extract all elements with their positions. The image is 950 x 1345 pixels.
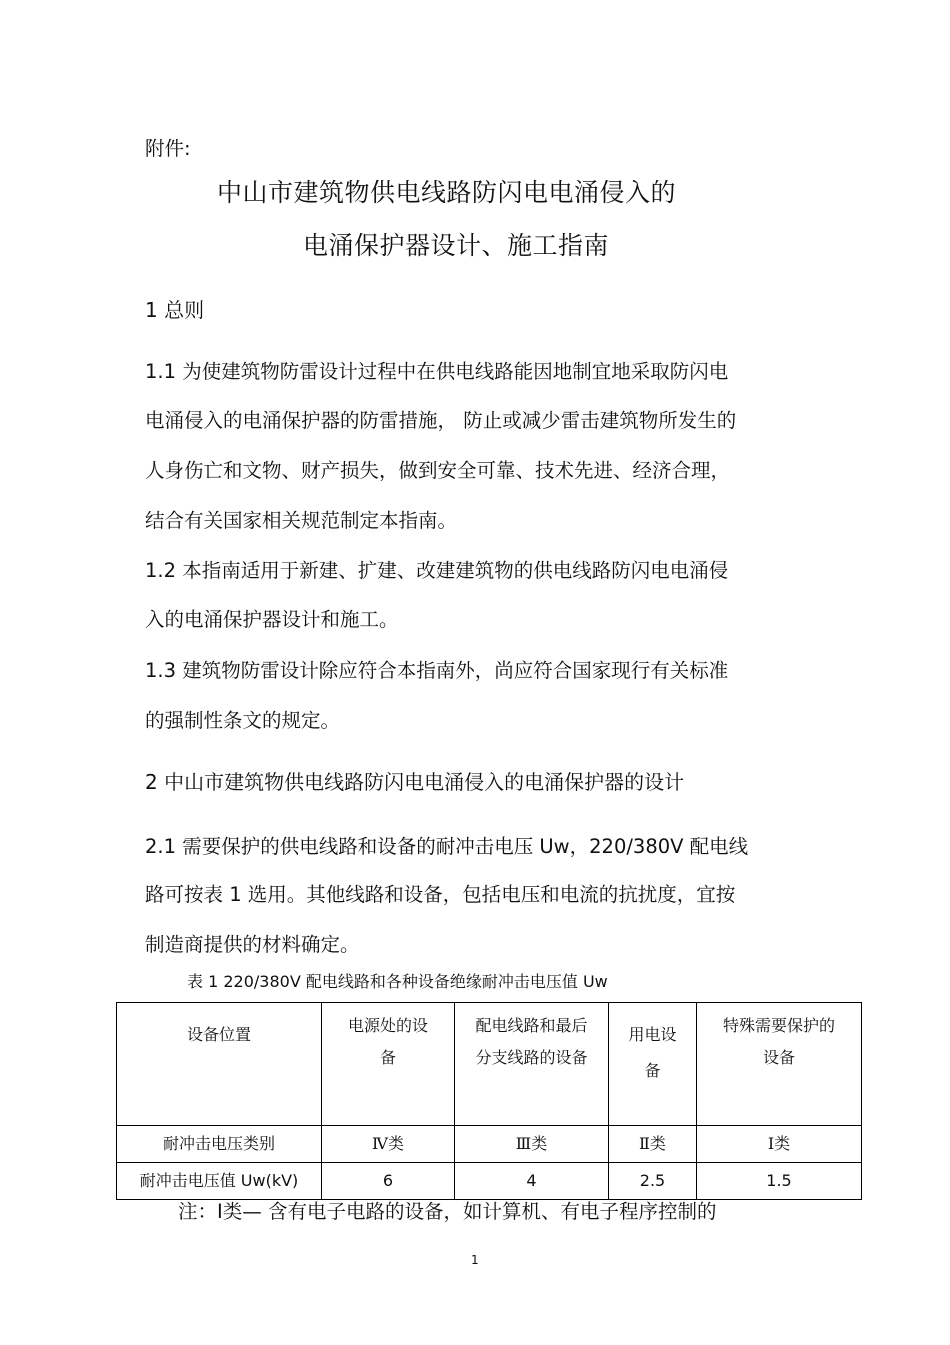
section-1-heading: 1 总则 bbox=[145, 298, 205, 322]
header-cell-text: 备 bbox=[379, 1048, 396, 1067]
paragraph-1-1-line: 电涌侵入的电涌保护器的防雷措施， 防止或减少雷击建筑物所发生的 bbox=[145, 409, 737, 432]
paragraph-1-3-line: 的强制性条文的规定。 bbox=[145, 709, 341, 732]
paragraph-2-1-line: 2.1 需要保护的供电线路和设备的耐冲击电压 Uw，220/380V 配电线 bbox=[145, 835, 749, 858]
header-cell-text: 特殊需要保护的 bbox=[722, 1016, 835, 1035]
page-number: 1 bbox=[471, 1253, 479, 1267]
table-cell: 1.5 bbox=[697, 1163, 862, 1200]
table-cell: 6 bbox=[322, 1163, 455, 1200]
table-cell: 耐冲击电压值 Uw(kV) bbox=[117, 1163, 322, 1200]
header-cell-distribution bbox=[455, 1003, 609, 1126]
table-caption: 表 1 220/380V 配电线路和各种设备绝缘耐冲击电压值 Uw bbox=[187, 972, 608, 991]
table-cell: Ⅲ类 bbox=[455, 1126, 609, 1163]
table-cell: 耐冲击电压类别 bbox=[117, 1126, 322, 1163]
header-cell-appliance bbox=[609, 1003, 697, 1126]
header-cell-text: 备 bbox=[644, 1061, 661, 1080]
table-cell: Ⅳ类 bbox=[322, 1126, 455, 1163]
paragraph-1-3-line: 1.3 建筑物防雷设计除应符合本指南外，尚应符合国家现行有关标准 bbox=[145, 659, 729, 682]
table-cell: 2.5 bbox=[609, 1163, 697, 1200]
paragraph-2-1-line: 制造商提供的材料确定。 bbox=[145, 933, 360, 956]
header-cell-text: 配电线路和最后 bbox=[475, 1016, 588, 1035]
paragraph-2-1-line: 路可按表 1 选用。其他线路和设备，包括电压和电流的抗扰度，宜按 bbox=[145, 883, 736, 906]
document-title-line1: 中山市建筑物供电线路防闪电电涌侵入的 bbox=[217, 178, 677, 207]
header-cell-source bbox=[322, 1003, 455, 1126]
table-note: 注：Ⅰ类— 含有电子电路的设备，如计算机、有电子程序控制的 bbox=[178, 1200, 717, 1223]
attachment-label: 附件: bbox=[145, 137, 191, 160]
table-row bbox=[117, 1163, 862, 1200]
header-cell-text: 设备 bbox=[762, 1048, 795, 1067]
header-cell-text: 分支线路的设备 bbox=[475, 1048, 588, 1067]
paragraph-1-2-line: 入的电涌保护器设计和施工。 bbox=[145, 608, 399, 631]
header-cell-special bbox=[697, 1003, 862, 1126]
document-title-line2: 电涌保护器设计、施工指南 bbox=[303, 231, 610, 260]
table-cell: Ⅰ类 bbox=[697, 1126, 862, 1163]
section-2-heading: 2 中山市建筑物供电线路防闪电电涌侵入的电涌保护器的设计 bbox=[145, 770, 685, 794]
header-cell-text: 用电设 bbox=[628, 1025, 677, 1044]
paragraph-1-1-line: 结合有关国家相关规范制定本指南。 bbox=[145, 509, 458, 532]
header-cell-location: 设备位置 bbox=[117, 1003, 322, 1126]
table-cell: Ⅱ类 bbox=[609, 1126, 697, 1163]
table-row bbox=[117, 1126, 862, 1163]
paragraph-1-1-line: 人身伤亡和文物、财产损失，做到安全可靠、技术先进、经济合理， bbox=[145, 459, 731, 482]
impulse-voltage-table bbox=[116, 1002, 862, 1200]
paragraph-1-2-line: 1.2 本指南适用于新建、扩建、改建建筑物的供电线路防闪电电涌侵 bbox=[145, 559, 729, 582]
paragraph-1-1-line: 1.1 为使建筑物防雷设计过程中在供电线路能因地制宜地采取防闪电 bbox=[145, 360, 729, 383]
table-header-row bbox=[117, 1003, 862, 1126]
header-cell-text: 电源处的设 bbox=[347, 1016, 428, 1035]
table-cell: 4 bbox=[455, 1163, 609, 1200]
